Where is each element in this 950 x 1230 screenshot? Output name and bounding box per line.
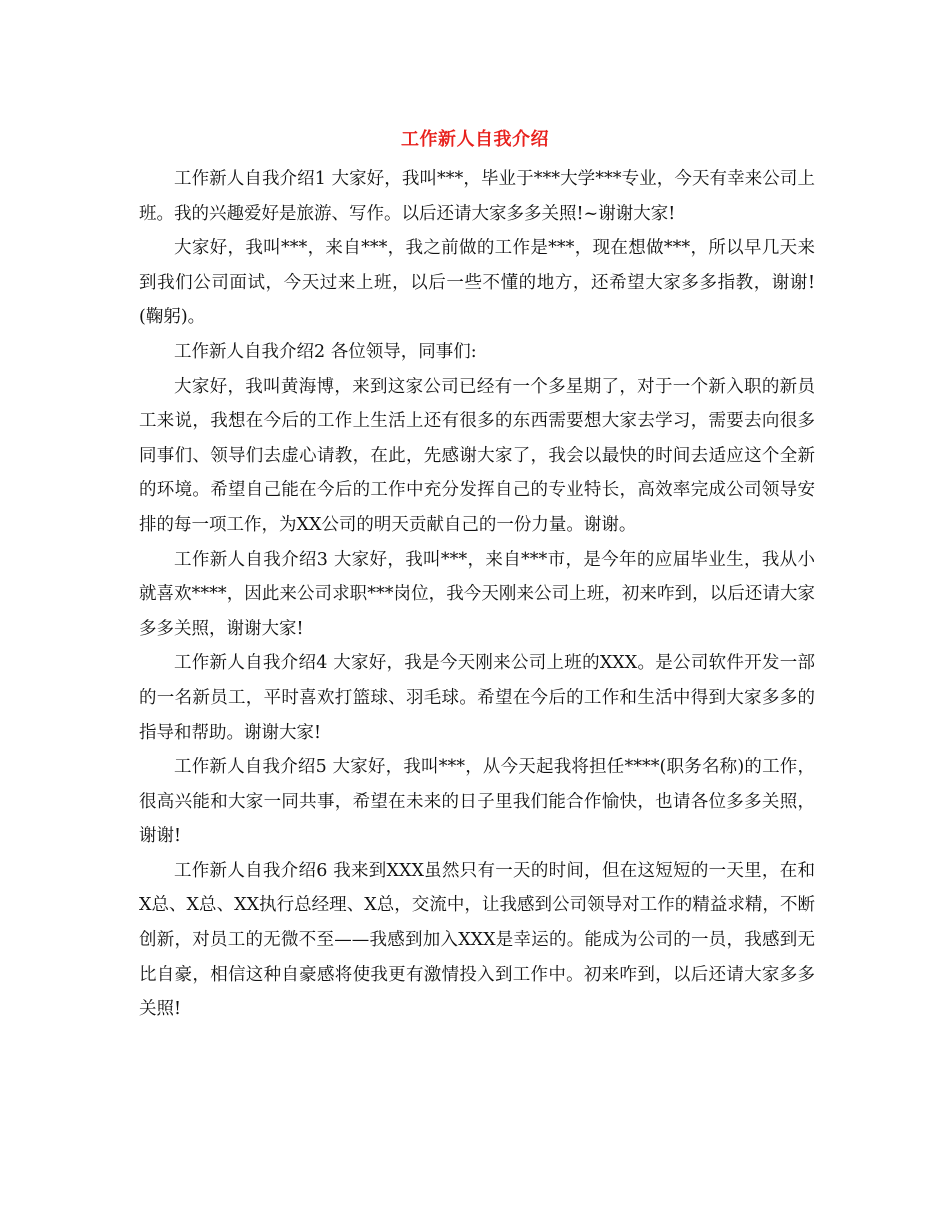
- document-title: 工作新人自我介绍: [401, 129, 549, 150]
- paragraph-intro-1: 工作新人自我介绍1 大家好，我叫***，毕业于***大学***专业，今天有幸来公司上班。我的兴趣爱好是旅游、写作。以后还请大家多多关照!~谢谢大家!: [139, 169, 815, 224]
- paragraph-intro-2-greeting: 工作新人自我介绍2 各位领导，同事们:: [174, 341, 477, 362]
- paragraph-intro-3: 工作新人自我介绍3 大家好，我叫***，来自***市，是今年的应届毕业生，我从小就喜欢****，因此来公司求职***岗位，我今天刚来公司上班，初来咋到，以后还请大家多多关照，谢谢大家!: [139, 549, 815, 639]
- paragraph-intro-5: 工作新人自我介绍5 大家好，我叫***，从今天起我将担任****(职务名称)的工作，很高兴能和大家一同共事，希望在未来的日子里我们能合作愉快，也请各位多多关照，谢谢!: [139, 757, 815, 847]
- paragraph-intro-4: 工作新人自我介绍4 大家好，我是今天刚来公司上班的XXX。是公司软件开发一部的一名新员工，平时喜欢打篮球、羽毛球。希望在今后的工作和生活中得到大家多多的指导和帮助。谢谢大家!: [139, 653, 815, 743]
- paragraph-intro-2-body: 大家好，我叫黄海博，来到这家公司已经有一个多星期了，对于一个新入职的新员工来说，我想在今后的工作上生活上还有很多的东西需要想大家去学习，需要去向很多同事们、领导们去虚心请教，在此，先感谢大家了，我会以最快的时间去适应这个全新的环境。希望自己能在今后的工作中充分发挥自己的专业特长，高效率完成公司领导安排的每一项工作，为XX公司的明天贡献自己的一份力量。谢谢。: [139, 376, 815, 535]
- document-body: [139, 162, 815, 1027]
- paragraph-intro-1-alt: 大家好，我叫***，来自***，我之前做的工作是***，现在想做***，所以早几天来到我们公司面试，今天过来上班，以后一些不懂的地方，还希望大家多多指教，谢谢!(鞠躬)。: [139, 238, 815, 328]
- paragraph-intro-6: 工作新人自我介绍6 我来到XXX虽然只有一天的时间，但在这短短的一天里，在和X总、X总、XX执行总经理、X总，交流中，让我感到公司领导对工作的精益求精，不断创新，对员工的无微不至——我感到加入XXX是幸运的。能成为公司的一员，我感到无比自豪，相信这种自豪感将使我更有激情投入到工作中。初来咋到，以后还请大家多多关照!: [139, 860, 815, 1020]
